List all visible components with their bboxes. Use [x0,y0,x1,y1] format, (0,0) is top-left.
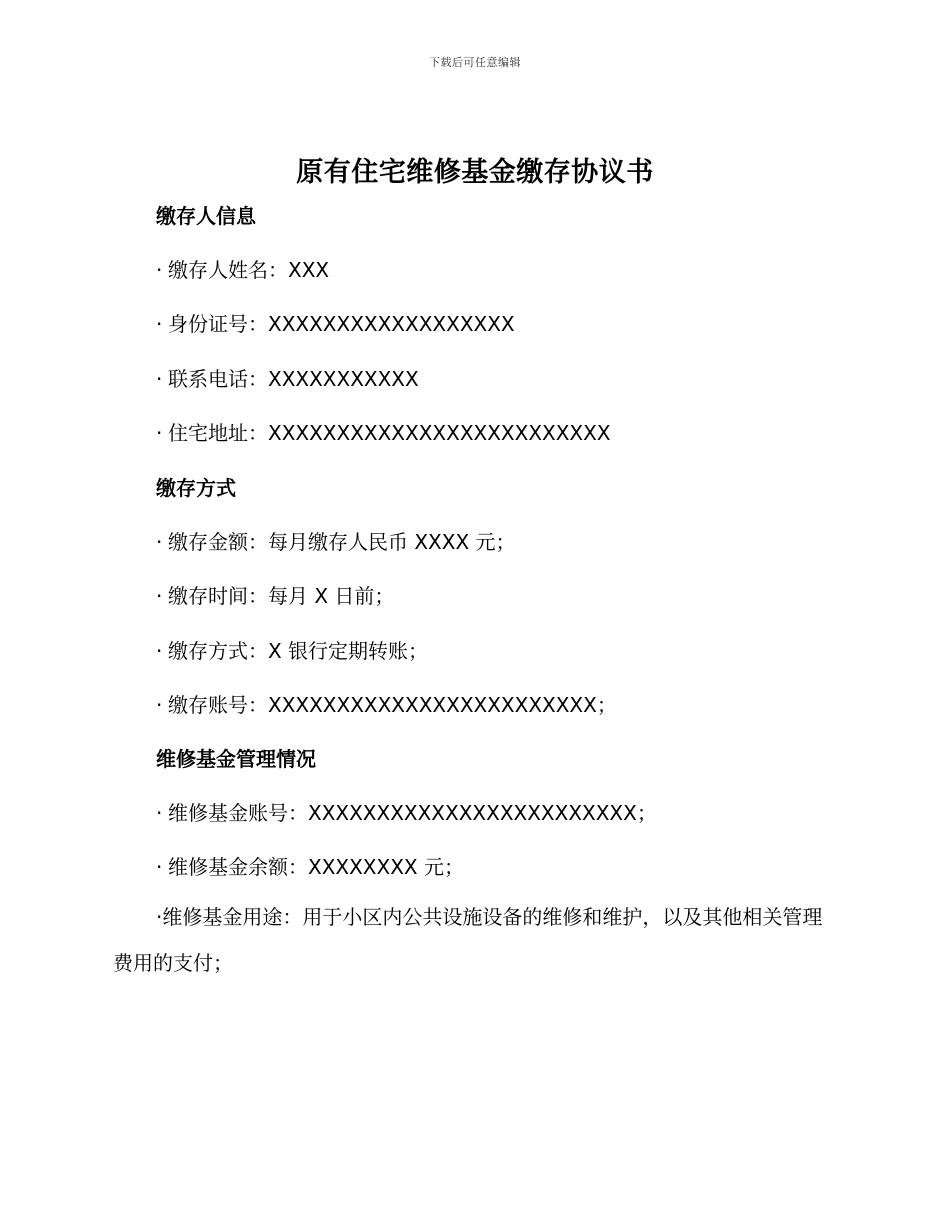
item-text: 维修基金账号：XXXXXXXXXXXXXXXXXXXXXXXX； [168,801,657,825]
item-text: 住宅地址：XXXXXXXXXXXXXXXXXXXXXXXXX [168,421,611,445]
item-text: 维修基金余额：XXXXXXXX 元； [168,855,464,879]
list-item [156,308,515,337]
bullet: · [156,584,163,608]
item-text: 缴存时间：每月 X 日前； [168,584,395,608]
bullet: · [156,855,163,879]
item-text: 身份证号：XXXXXXXXXXXXXXXXXX [168,312,515,336]
section-heading-fund-management: 维修基金管理情况 [156,747,316,771]
list-item [156,254,329,283]
list-item [156,580,394,609]
header-note: 下载后可任意编辑 [429,56,521,69]
bullet: · [156,801,163,825]
list-item-wrapped [113,894,833,986]
bullet: · [156,312,163,336]
item-text: 联系电话：XXXXXXXXXXX [168,367,419,391]
bullet: · [156,421,163,445]
bullet: · [156,258,163,282]
list-item [156,635,428,664]
list-item [156,851,464,880]
list-item [156,526,516,555]
item-text: 维修基金用途：用于小区内公共设施设备的维修和维护，以及其他相关管理费用的支付； [113,905,823,975]
item-text: 缴存人姓名：XXX [168,258,330,282]
section-heading-payer-info: 缴存人信息 [156,204,256,228]
document-title: 原有住宅维修基金缴存协议书 [296,157,654,188]
section-heading-payment-method: 缴存方式 [156,476,236,500]
bullet: · [156,693,163,717]
item-text: 缴存金额：每月缴存人民币 XXXX 元； [168,530,516,554]
list-item [156,689,617,718]
bullet: · [156,367,163,391]
list-item [156,363,419,392]
bullet: · [156,530,163,554]
list-item [156,417,611,446]
item-text: 缴存方式：X 银行定期转账； [168,639,429,663]
bullet: · [156,905,163,929]
bullet: · [156,639,163,663]
item-text: 缴存账号：XXXXXXXXXXXXXXXXXXXXXXXX； [168,693,617,717]
list-item [156,797,657,826]
